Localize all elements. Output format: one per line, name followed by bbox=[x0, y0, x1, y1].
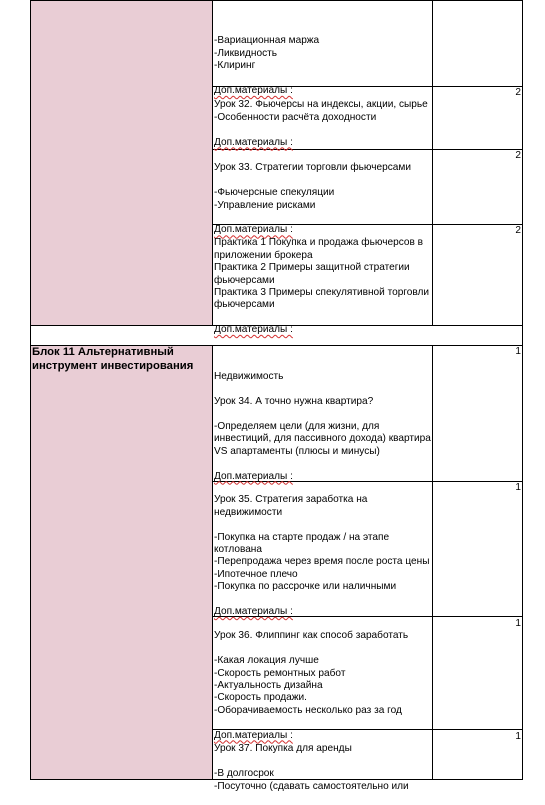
row-text: Урок 32. Фьючерсы на индексы, акции, сырье -Особенности расчёта доходности Доп.материалы : bbox=[214, 99, 428, 148]
row-number: 2 bbox=[515, 225, 521, 236]
row-number: 2 bbox=[515, 150, 521, 161]
column-divider-1b bbox=[212, 345, 213, 780]
row-text: Урок 35. Стратегия заработка на недвижимости -Покупка на старте продаж / на этапе котлована -Перепродажа через время после роста цены -Ипотечное плечо -Покупка по рассрочке или наличными Доп.материалы : bbox=[214, 494, 430, 618]
row-number: 2 bbox=[515, 87, 521, 98]
row-text: Урок 36. Флиппинг как способ заработать -Какая локация лучше -Скорость ремонтных работ -Актуальность дизайна -Скорость продажи. -Оборачиваемость несколько раз за год Доп.материалы : bbox=[214, 630, 409, 741]
row-number: 1 bbox=[515, 346, 521, 357]
block11-title-cell bbox=[30, 345, 212, 780]
row-text: -Вариационная маржа -Ликвидность -Клиринг Доп.материалы : bbox=[214, 35, 320, 97]
table-border-left bbox=[30, 0, 31, 780]
row-divider bbox=[30, 0, 523, 1]
row-number: 1 bbox=[515, 482, 521, 493]
row-text: Недвижимость Урок 34. А точно нужна квартира? -Определяем цели (для жизни, для инвестиций, для пассивного дохода) квартира VS апартаменты (плюсы и минусы) Доп.материалы : bbox=[214, 371, 431, 482]
column-divider-2b bbox=[432, 345, 433, 780]
table-border-right bbox=[522, 0, 523, 780]
row-text: Практика 1 Покупка и продажа фьючерсов в приложении брокера Практика 2 Примеры защитной стратегии фьючерсами Практика 3 Примеры спекулятивной торговли фьючерсами Доп.материалы : bbox=[214, 237, 430, 336]
column-divider-2 bbox=[432, 0, 433, 325]
block11-title: Блок 11 Альтернативный инструмент инвестирования bbox=[32, 346, 194, 372]
block10-title-cell bbox=[30, 0, 212, 325]
row-number: 1 bbox=[515, 618, 521, 629]
row-number: 1 bbox=[515, 731, 521, 742]
row-text: Урок 37. Покупка для аренды -В долгосрок -Посуточно (сдавать самостоятельно или bbox=[214, 743, 409, 792]
row-text: Урок 33. Стратегии торговли фьючерсами -Фьючерсные спекуляции -Управление рисками Доп.материалы : bbox=[214, 162, 411, 236]
curriculum-table bbox=[30, 0, 523, 792]
column-divider-1 bbox=[212, 0, 213, 325]
